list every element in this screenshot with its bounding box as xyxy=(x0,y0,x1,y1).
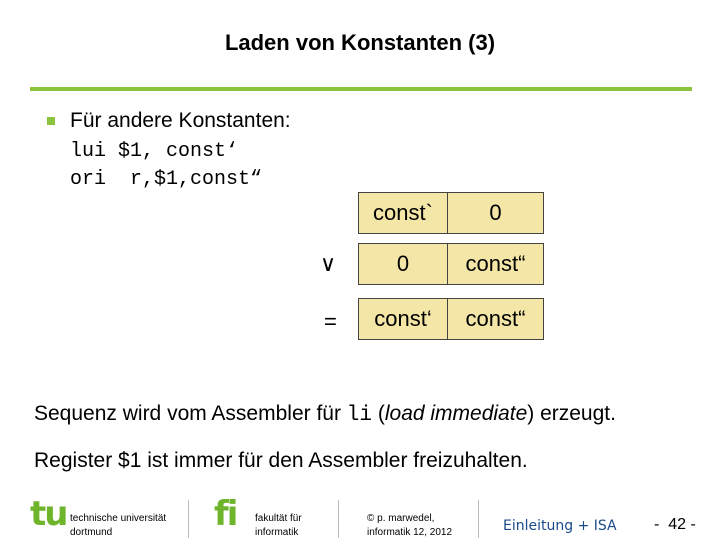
cell-row2-upper: 0 xyxy=(358,243,448,285)
code-line-ori: ori r,$1,const“ xyxy=(70,168,263,191)
code-line-lui: lui $1, const‘ xyxy=(70,140,239,163)
author-line1: © p. marwedel, xyxy=(367,513,435,524)
cell-row2-lower: const“ xyxy=(447,243,544,285)
faculty-line2: informatik xyxy=(255,527,299,538)
section-label: Einleitung + ISA xyxy=(503,518,617,534)
cell-row1-lower: 0 xyxy=(447,192,544,234)
faculty-line1: fakultät für xyxy=(255,513,302,524)
sequence-paren-open: ( xyxy=(372,402,385,425)
bullet-text: Für andere Konstanten: xyxy=(70,109,291,132)
load-immediate-term: load immediate xyxy=(384,402,528,425)
sequence-note xyxy=(34,402,616,427)
cell-row1-upper: const` xyxy=(358,192,448,234)
sequence-suffix: ) erzeugt. xyxy=(527,402,616,425)
sequence-prefix: Sequenz wird vom Assembler für xyxy=(34,402,347,425)
footer-divider xyxy=(188,500,189,538)
university-line2: dortmund xyxy=(70,527,113,538)
tu-logo-icon: tu xyxy=(30,494,67,534)
slide-title: Laden von Konstanten (3) xyxy=(224,30,496,55)
footer-divider xyxy=(478,500,479,538)
li-code: li xyxy=(346,404,373,427)
footer-divider xyxy=(338,500,339,538)
university-line1: technische universität xyxy=(70,513,167,524)
equals-operator: = xyxy=(324,309,337,334)
cell-row3-upper: const‘ xyxy=(358,298,448,340)
or-operator: ∨ xyxy=(320,251,337,276)
cell-row3-lower: const“ xyxy=(447,298,544,340)
bullet-square-icon xyxy=(47,117,55,125)
author-line2: informatik 12, 2012 xyxy=(367,527,453,538)
title-underline xyxy=(30,87,692,91)
page-number: - 42 - xyxy=(654,516,696,533)
copyright-icon: © xyxy=(367,513,375,524)
register-note: Register $1 ist immer für den Assembler freizuhalten. xyxy=(34,449,528,472)
fi-logo-icon: fi xyxy=(214,494,237,534)
